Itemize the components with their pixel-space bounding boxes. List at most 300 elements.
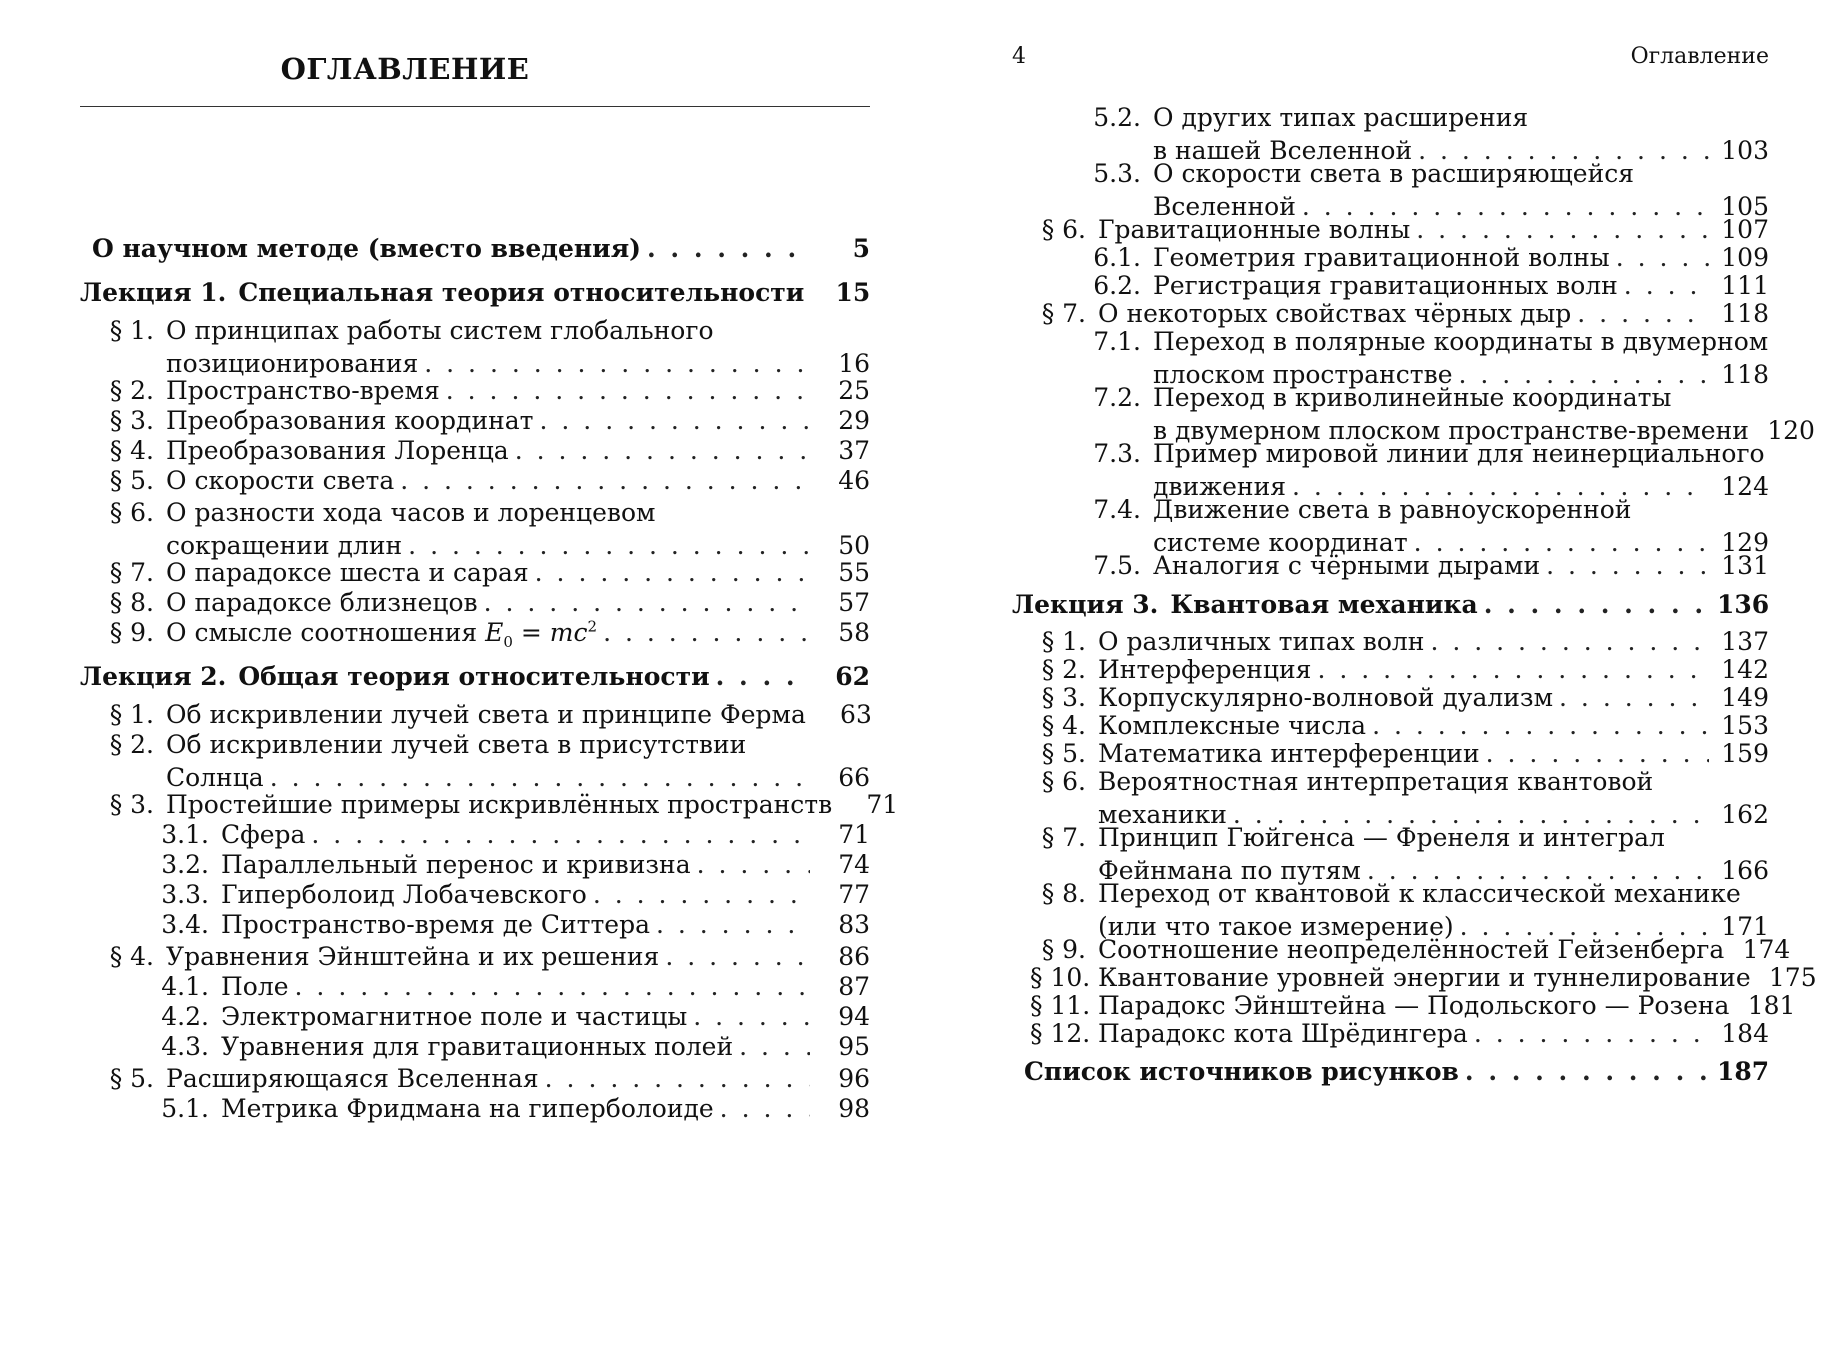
toc-entry-row: [80, 788, 899, 821]
entry-page-number: 96: [838, 1064, 870, 1093]
leader-dots: [716, 660, 810, 693]
entry-title: О других типах расширения: [1153, 103, 1529, 132]
entry-page-number: 57: [838, 588, 870, 617]
entry-body: [166, 788, 899, 821]
formula: [477, 616, 597, 649]
entry-number: 7.4.: [1093, 495, 1141, 524]
toc-entry[interactable]: [80, 878, 870, 911]
toc-entry[interactable]: [1012, 549, 1769, 582]
toc-entry[interactable]: [80, 232, 870, 265]
entry-title-line: [166, 464, 870, 497]
entry-body: [1098, 1017, 1769, 1050]
entry-page-number: 98: [838, 1094, 870, 1123]
entry-title: Пространство-время: [166, 376, 440, 405]
entry-title: О скорости света: [166, 466, 395, 495]
running-head: [1012, 44, 1769, 69]
entry-number: 4.1.: [161, 972, 209, 1001]
toc-entry[interactable]: [80, 908, 870, 941]
toc-entry-row: [80, 232, 870, 265]
entry-body: [1024, 1055, 1769, 1088]
entry-title-line: [166, 788, 899, 821]
entry-body: [238, 660, 870, 693]
entry-title: Поле: [221, 972, 289, 1001]
leader-dots: [656, 908, 810, 941]
entry-title-line: [1098, 765, 1769, 798]
toc-entry-row: [80, 464, 870, 497]
toc-entry-row: [80, 616, 870, 649]
leader-dots: [400, 464, 810, 497]
entry-number: § 6.: [109, 498, 154, 527]
entry-page-number: 16: [838, 349, 870, 378]
entry-title-continuation: в двумерном плоском пространстве-времени: [1153, 416, 1749, 445]
toc-entry-row: [80, 374, 870, 407]
entry-body: [166, 616, 870, 649]
entry-title: Интерференция: [1098, 655, 1312, 684]
toc-entry[interactable]: [80, 970, 870, 1003]
entry-number: Лекция 1.: [80, 278, 227, 307]
leader-dots: [1474, 1017, 1709, 1050]
entry-title-line: [238, 276, 870, 309]
entry-number: 6.2.: [1093, 271, 1141, 300]
toc-entry-row: [80, 314, 870, 380]
entry-body: [221, 818, 870, 851]
entry-title: Специальная теория относительности: [238, 278, 805, 307]
toc-entry-row: [1012, 588, 1769, 621]
entry-page-number: 66: [838, 763, 870, 792]
entry-body: [166, 1062, 870, 1095]
entry-title: Сфера: [221, 820, 306, 849]
toc-entry[interactable]: [80, 434, 870, 467]
entry-title: О разности хода часов и лоренцевом: [166, 498, 656, 527]
entry-body: [221, 970, 870, 1003]
leader-dots: [697, 848, 810, 881]
entry-title: О парадоксе близнецов: [166, 588, 478, 617]
entry-page-number: 118: [1721, 360, 1769, 389]
leader-dots: [1465, 1055, 1709, 1088]
entry-title: Преобразования координат: [166, 406, 534, 435]
entry-title: Об искривлении лучей света и принципе Ферма: [166, 700, 806, 729]
leader-dots: [295, 970, 810, 1003]
entry-title-line: [166, 314, 870, 347]
entry-body: [221, 1092, 870, 1125]
entry-title: Принцип Гюйгенса — Френеля и интеграл: [1098, 823, 1665, 852]
toc-entry[interactable]: [80, 616, 870, 649]
entry-page-number: 153: [1721, 711, 1769, 740]
entry-number: 7.5.: [1093, 551, 1141, 580]
entry-number: 3.2.: [161, 850, 209, 879]
page-number: 4: [1012, 44, 1026, 69]
entry-title-continuation: механики: [1098, 800, 1227, 829]
entry-title: Гравитационные волны: [1098, 215, 1411, 244]
entry-title-line: [166, 434, 870, 467]
toc-entry[interactable]: [80, 374, 870, 407]
entry-title-line: [1153, 325, 1769, 358]
entry-number: § 7.: [1041, 299, 1086, 328]
entry-number: § 2.: [1041, 655, 1086, 684]
toc-entry[interactable]: [80, 698, 870, 731]
toc-entry-row: [80, 940, 870, 973]
entry-title-line: [221, 1030, 870, 1063]
toc-entry[interactable]: [1012, 1055, 1769, 1088]
leader-dots: [535, 556, 810, 589]
toc-entry[interactable]: [80, 728, 870, 794]
toc-entry-row: [80, 404, 870, 437]
entry-title: О некоторых свойствах чёрных дыр: [1098, 299, 1572, 328]
entry-title-line: [1098, 821, 1769, 854]
entry-number: Лекция 3.: [1012, 590, 1159, 619]
entry-page-number: 105: [1721, 192, 1769, 221]
entry-number: § 8.: [109, 588, 154, 617]
entry-number: 3.1.: [161, 820, 209, 849]
entry-page-number: 63: [840, 700, 872, 729]
entry-number: § 3.: [109, 790, 154, 819]
toc-entry[interactable]: [80, 1030, 870, 1063]
toc-entry-row: [80, 1092, 870, 1125]
entry-title-line: [221, 1000, 870, 1033]
entry-title: Геометрия гравитационной волны: [1153, 243, 1610, 272]
entry-title-line: [1024, 1055, 1769, 1088]
entry-page-number: 15: [835, 278, 871, 307]
entry-title: Общая теория относительности: [238, 662, 710, 691]
entry-body: [166, 496, 870, 562]
entry-number: § 5.: [109, 1064, 154, 1093]
leader-dots: [446, 374, 810, 407]
entry-body: [221, 878, 870, 911]
leader-dots: [720, 1092, 810, 1125]
toc-entry[interactable]: [80, 788, 899, 821]
entry-page-number: 137: [1721, 627, 1769, 656]
entry-page-number: 95: [838, 1032, 870, 1061]
entry-title-line: [166, 374, 870, 407]
entry-number: § 1.: [109, 316, 154, 345]
entry-title: О скорости света в расширяющейся: [1153, 159, 1635, 188]
entry-title: Комплексные числа: [1098, 711, 1367, 740]
toc-entry[interactable]: [80, 1000, 870, 1033]
toc-entry[interactable]: [80, 556, 870, 589]
toc-entry[interactable]: [1012, 1017, 1769, 1050]
toc-entry-row: [80, 1030, 870, 1063]
entry-title-line: [166, 556, 870, 589]
entry-title-continuation: сокращении длин: [166, 531, 403, 560]
entry-page-number: 175: [1768, 963, 1817, 992]
entry-title: Преобразования Лоренца: [166, 436, 509, 465]
entry-title: Пример мировой линии для неинерциального: [1153, 439, 1765, 468]
toc-entry[interactable]: [80, 818, 870, 851]
entry-title: Аналогия с чёрными дырами: [1153, 551, 1541, 580]
entry-body: [221, 848, 870, 881]
entry-title: Переход в криволинейные координаты: [1153, 383, 1672, 412]
entry-page-number: 181: [1747, 991, 1796, 1020]
toc-entry[interactable]: [80, 464, 870, 497]
entry-title-line: [238, 660, 870, 693]
entry-body: [221, 908, 870, 941]
entry-page-number: 86: [838, 942, 870, 971]
entry-number: 5.2.: [1093, 103, 1141, 132]
entry-title: Список источников рисунков: [1024, 1057, 1459, 1086]
toc-entry-row: [1012, 1055, 1769, 1088]
entry-number: § 5.: [109, 466, 154, 495]
entry-number: § 2.: [109, 376, 154, 405]
entry-number: § 5.: [1041, 739, 1086, 768]
entry-title-continuation: позиционирования: [166, 349, 419, 378]
entry-page-number: 83: [838, 910, 870, 939]
entry-number: § 7.: [109, 558, 154, 587]
entry-page-number: 5: [852, 234, 870, 263]
entry-body: [166, 940, 870, 973]
entry-title: Математика интерференции: [1098, 739, 1480, 768]
entry-title: Регистрация гравитационных волн: [1153, 271, 1618, 300]
entry-page-number: 107: [1721, 215, 1769, 244]
entry-number: 7.3.: [1093, 439, 1141, 468]
entry-number: 3.4.: [161, 910, 209, 939]
entry-title-continuation: Солнца: [166, 763, 264, 792]
formula-rhs: = mc: [512, 618, 588, 647]
toc-entry-row: [80, 660, 870, 693]
entry-page-number: 120: [1767, 416, 1815, 445]
toc-entry-row: [80, 908, 870, 941]
entry-title-line: [221, 908, 870, 941]
entry-number: § 9.: [109, 618, 154, 647]
page-title: ОГЛАВЛЕНИЕ: [280, 52, 530, 86]
entry-body: [221, 1000, 870, 1033]
entry-title-line: [221, 818, 870, 851]
entry-body: [221, 1030, 870, 1063]
leader-dots: [739, 1030, 810, 1063]
entry-title-line: [1153, 437, 1769, 470]
entry-number: § 4.: [1041, 711, 1086, 740]
entry-title: Параллельный перенос и кривизна: [221, 850, 691, 879]
entry-page-number: 184: [1721, 1019, 1769, 1048]
entry-page-number: 87: [838, 972, 870, 1001]
entry-page-number: 46: [838, 466, 870, 495]
entry-body: [1153, 549, 1769, 582]
entry-title-continuation: системе координат: [1153, 528, 1408, 557]
toc-entry[interactable]: [80, 586, 870, 619]
entry-number: § 1.: [1041, 627, 1086, 656]
entry-title-continuation: плоском пространстве: [1153, 360, 1453, 389]
toc-entry[interactable]: [1012, 588, 1769, 621]
entry-title: Квантовая механика: [1170, 590, 1478, 619]
entry-title: Об искривлении лучей света в присутствии: [166, 730, 747, 759]
entry-page-number: 149: [1721, 683, 1769, 712]
entry-number: 5.1.: [161, 1094, 209, 1123]
entry-page-number: 131: [1721, 551, 1769, 580]
entry-title-line: [1153, 549, 1769, 582]
entry-title: Гиперболоид Лобачевского: [221, 880, 587, 909]
toc-entry[interactable]: [80, 660, 870, 693]
entry-number: § 6.: [1041, 215, 1086, 244]
entry-number: § 4.: [109, 942, 154, 971]
entry-body: [238, 276, 870, 309]
entry-title-line: [1153, 381, 1769, 414]
toc-entry-row: [1012, 1017, 1769, 1050]
entry-body: [166, 728, 870, 794]
entry-title: Движение света в равноускоренной: [1153, 495, 1632, 524]
entry-title: Парадокс кота Шрёдингера: [1098, 1019, 1468, 1048]
toc-entry-row: [80, 586, 870, 619]
entry-title: Парадокс Эйнштейна — Подольского — Розена: [1098, 991, 1730, 1020]
entry-title: О различных типах волн: [1098, 627, 1425, 656]
leader-dots: [1546, 549, 1709, 582]
formula-subscript: 0: [503, 633, 513, 651]
toc-entry[interactable]: [80, 1092, 870, 1125]
toc-entry-row: [80, 818, 870, 851]
entry-title: Переход в полярные координаты в двумерном: [1153, 327, 1769, 356]
entry-number: § 9.: [1041, 935, 1086, 964]
entry-title-line: [1153, 101, 1769, 134]
entry-page-number: 136: [1717, 590, 1770, 619]
entry-title-continuation: Фейнмана по путям: [1098, 856, 1361, 885]
entry-body: [166, 434, 870, 467]
entry-page-number: 129: [1721, 528, 1769, 557]
toc-entry-row: [80, 970, 870, 1003]
entry-title-line: [166, 698, 870, 731]
entry-title: Квантование уровней энергии и туннелирование: [1098, 963, 1751, 992]
entry-page-number: 118: [1721, 299, 1769, 328]
entry-title: Простейшие примеры искривлённых пространств: [166, 790, 833, 819]
toc-entry[interactable]: [80, 276, 870, 309]
entry-title: Расширяющаяся Вселенная: [166, 1064, 539, 1093]
formula-symbol: E: [485, 618, 504, 647]
entry-number: § 2.: [109, 730, 154, 759]
entry-title-line: [1098, 1017, 1769, 1050]
entry-title-line: [166, 616, 870, 649]
entry-page-number: 25: [838, 376, 870, 405]
entry-title-continuation: движения: [1153, 472, 1287, 501]
entry-page-number: 74: [838, 850, 870, 879]
leader-dots: [665, 940, 810, 973]
toc-entry-row: [80, 698, 870, 731]
entry-title: Уравнения Эйнштейна и их решения: [166, 942, 660, 971]
entry-title-line: [166, 404, 870, 437]
toc-entry-row: [1012, 549, 1769, 582]
entry-page-number: 94: [838, 1002, 870, 1031]
formula-superscript: 2: [587, 617, 598, 636]
entry-title-line: [1098, 877, 1769, 910]
entry-body: [166, 698, 870, 731]
leader-dots: [647, 232, 810, 265]
entry-page-number: 111: [1721, 271, 1769, 300]
entry-title: Электромагнитное поле и частицы: [221, 1002, 688, 1031]
entry-title-line: [166, 496, 870, 529]
entry-number: § 6.: [1041, 767, 1086, 796]
entry-title: Соотношение неопределённостей Гейзенберга: [1098, 935, 1725, 964]
entry-body: [166, 464, 870, 497]
entry-number: § 4.: [109, 436, 154, 465]
running-title: Оглавление: [1630, 44, 1769, 69]
entry-page-number: 166: [1721, 856, 1769, 885]
entry-title: О принципах работы систем глобального: [166, 316, 714, 345]
entry-body: [166, 374, 870, 407]
entry-page-number: 103: [1721, 136, 1769, 165]
entry-number: 5.3.: [1093, 159, 1141, 188]
entry-page-number: 187: [1717, 1057, 1770, 1086]
toc-entry-row: [80, 1000, 870, 1033]
entry-body: [166, 314, 870, 380]
toc-entry-row: [80, 1062, 870, 1095]
leader-dots: [484, 586, 810, 619]
entry-title: Метрика Фридмана на гиперболоиде: [221, 1094, 714, 1123]
entry-page-number: 142: [1721, 655, 1769, 684]
toc-entry-row: [80, 276, 870, 309]
entry-page-number: 159: [1721, 739, 1769, 768]
toc-entry-row: [80, 496, 870, 562]
toc-entry-row: [80, 848, 870, 881]
entry-title-line: [166, 586, 870, 619]
entry-number: § 3.: [1041, 683, 1086, 712]
entry-page-number: 29: [838, 406, 870, 435]
leader-dots: [311, 818, 810, 851]
entry-number: 6.1.: [1093, 243, 1141, 272]
entry-number: § 10.: [1030, 963, 1091, 992]
entry-title-line: [221, 848, 870, 881]
leader-dots: [540, 404, 810, 437]
entry-page-number: 71: [838, 820, 870, 849]
entry-number: § 12.: [1030, 1019, 1091, 1048]
leader-dots: [593, 878, 810, 911]
toc-entry[interactable]: [80, 496, 870, 562]
entry-page-number: 174: [1742, 935, 1791, 964]
toc-entry[interactable]: [80, 404, 870, 437]
entry-title: Пространство-время де Ситтера: [221, 910, 650, 939]
entry-title: О парадоксе шеста и сарая: [166, 558, 529, 587]
entry-page-number: 124: [1721, 472, 1769, 501]
entry-number: § 3.: [109, 406, 154, 435]
entry-title-line: [166, 1062, 870, 1095]
leader-dots: [1484, 588, 1709, 621]
entry-title: Корпускулярно-волновой дуализм: [1098, 683, 1554, 712]
toc-entry-row: [80, 878, 870, 911]
entry-number: 4.3.: [161, 1032, 209, 1061]
toc-entry[interactable]: [80, 1062, 870, 1095]
entry-page-number: 58: [838, 618, 870, 647]
entry-page-number: 77: [838, 880, 870, 909]
entry-title: Уравнения для гравитационных полей: [221, 1032, 734, 1061]
leader-dots: [603, 616, 810, 649]
entry-body: [166, 556, 870, 589]
toc-entry[interactable]: [80, 314, 870, 380]
entry-title-line: [1153, 493, 1769, 526]
entry-page-number: 55: [838, 558, 870, 587]
entry-page-number: 171: [1721, 912, 1769, 941]
entry-body: [92, 232, 870, 265]
entry-title: Вероятностная интерпретация квантовой: [1098, 767, 1654, 796]
entry-body: [166, 586, 870, 619]
entry-title-line: [166, 940, 870, 973]
entry-title-continuation: (или что такое измерение): [1098, 912, 1454, 941]
leader-dots: [693, 1000, 810, 1033]
entry-number: § 11.: [1030, 991, 1091, 1020]
entry-page-number: 109: [1721, 243, 1769, 272]
leader-dots: [545, 1062, 810, 1095]
entry-title-line: [1153, 157, 1769, 190]
entry-title-line: [166, 728, 870, 761]
entry-title-continuation: в нашей Вселенной: [1153, 136, 1413, 165]
entry-number: § 7.: [1041, 823, 1086, 852]
entry-page-number: 62: [835, 662, 870, 691]
leader-dots: [515, 434, 810, 467]
title-rule: [80, 106, 870, 107]
entry-number: § 8.: [1041, 879, 1086, 908]
entry-number: Лекция 2.: [80, 662, 227, 691]
entry-title-line: [221, 1092, 870, 1125]
entry-title-line: [221, 878, 870, 911]
entry-page-number: 71: [866, 790, 899, 819]
entry-title-line: [1170, 588, 1769, 621]
entry-title: Переход от квантовой к классической механике: [1098, 879, 1741, 908]
toc-entry[interactable]: [80, 940, 870, 973]
toc-entry[interactable]: [80, 848, 870, 881]
